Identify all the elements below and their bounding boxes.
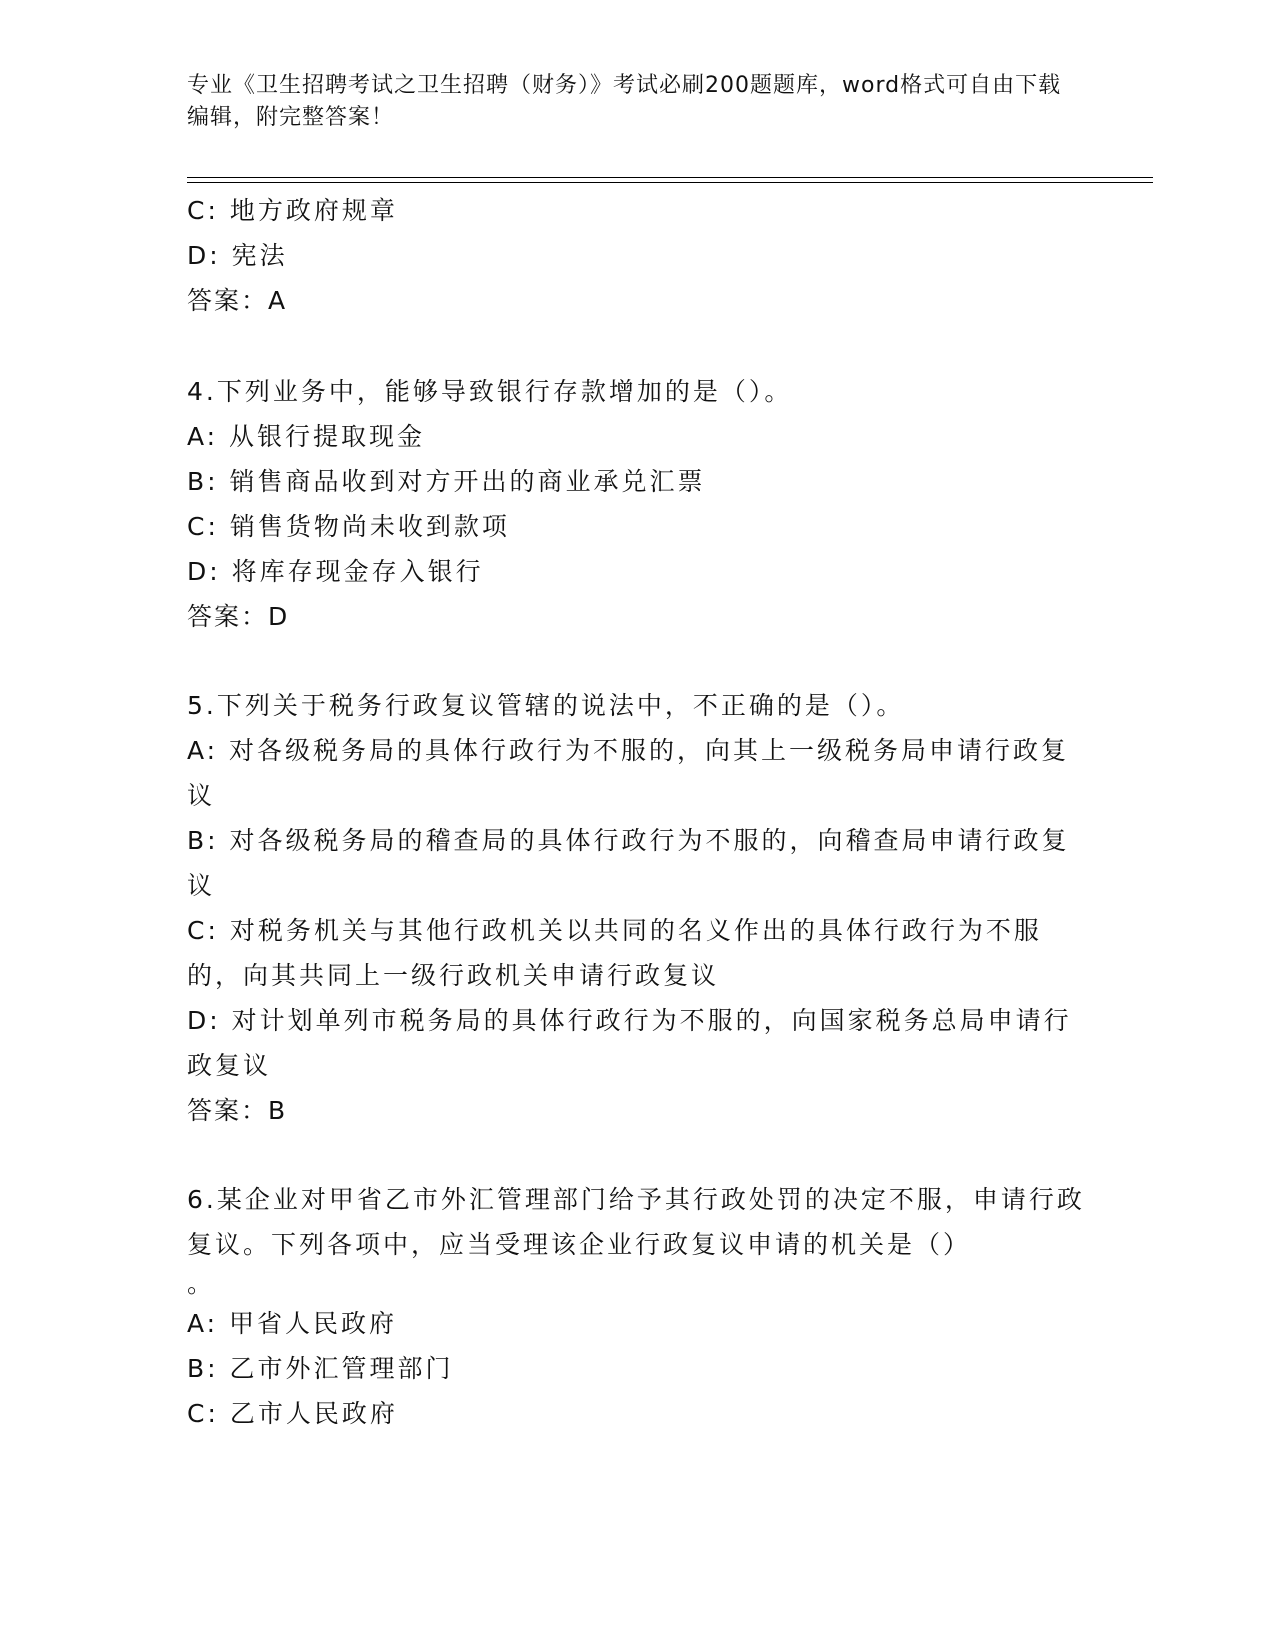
question-stem: 5.下列关于税务行政复议管辖的说法中，不正确的是（）。: [187, 691, 905, 720]
question-3: [187, 188, 1087, 323]
question-5: [187, 683, 1087, 1133]
question-stem: 6.某企业对甲省乙市外汇管理部门给予其行政处罚的决定不服，申请行政复议。下列各项中，应当受理该企业行政复议申请的机关是（）: [187, 1185, 1085, 1259]
option-a: A: 对各级税务局的具体行政行为不服的，向其上一级税务局申请行政复议: [187, 736, 1070, 810]
answer-text: 答案：B: [187, 1096, 288, 1125]
option-a: A: 从银行提取现金: [187, 422, 426, 451]
option-d: D: 宪法: [187, 241, 288, 270]
option-c: C: 乙市人民政府: [187, 1399, 398, 1428]
header-rule-top: [187, 177, 1153, 178]
option-d: D: 对计划单列市税务局的具体行政行为不服的，向国家税务总局申请行政复议: [187, 1006, 1072, 1080]
option-c: C: 销售货物尚未收到款项: [187, 512, 510, 541]
option-c: C: 地方政府规章: [187, 196, 398, 225]
option-b: B: 乙市外汇管理部门: [187, 1354, 454, 1383]
question-6: [187, 1177, 1087, 1436]
question-stem: 4.下列业务中，能够导致银行存款增加的是（）。: [187, 377, 793, 406]
option-b: B: 销售商品收到对方开出的商业承兑汇票: [187, 467, 706, 496]
document-header: 专业《卫生招聘考试之卫生招聘（财务）》考试必刷200题题库，word格式可自由下载编辑，附完整答案！: [187, 73, 1062, 130]
option-a: A: 甲省人民政府: [187, 1309, 398, 1338]
question-4: [187, 369, 1087, 639]
question-stem-tail: 。: [187, 1269, 213, 1298]
question-list: [187, 188, 1087, 1436]
option-c: C: 对税务机关与其他行政机关以共同的名义作出的具体行政行为不服的，向其共同上一级行政机关申请行政复议: [187, 916, 1042, 990]
answer-text: 答案：A: [187, 286, 288, 315]
option-d: D: 将库存现金存入银行: [187, 557, 484, 586]
option-b: B: 对各级税务局的稽查局的具体行政行为不服的，向稽查局申请行政复议: [187, 826, 1070, 900]
header-rule-bottom: [187, 182, 1153, 183]
answer-text: 答案：D: [187, 602, 290, 631]
